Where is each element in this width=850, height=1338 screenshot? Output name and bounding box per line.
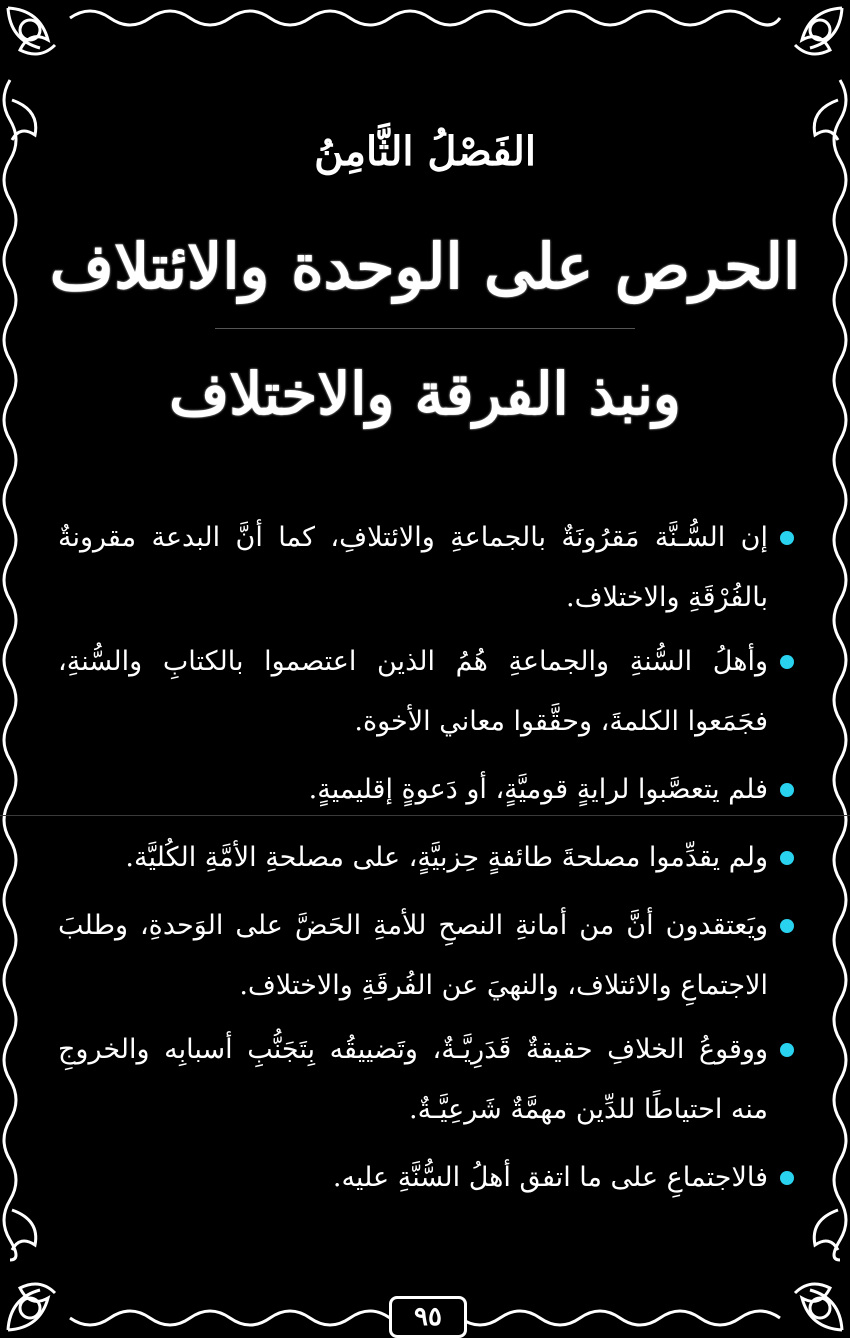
page-number: ٩٥ — [389, 1296, 467, 1338]
bullet-dot-icon — [780, 1043, 794, 1057]
bullet-text: فلم يتعصَّبوا لرايةٍ قوميَّةٍ، أو دَعوةٍ إقليميةٍ. — [308, 774, 768, 805]
list-item — [58, 828, 768, 888]
bullet-text: فالاجتماعِ على ما اتفق أهلُ السُّنَّةِ عليه. — [332, 1162, 768, 1193]
bullet-dot-icon — [780, 1171, 794, 1185]
bullet-list — [58, 508, 768, 1208]
bullet-dot-icon — [780, 851, 794, 865]
list-item — [58, 760, 768, 820]
chapter-heading: الفَصْلُ الثَّامِنُ — [314, 128, 536, 175]
list-item — [58, 1148, 768, 1208]
list-item — [58, 508, 768, 628]
list-item — [58, 1020, 768, 1140]
bullet-text: ووقوعُ الخلافِ حقيقةٌ قَدَرِيَّـةٌ، وتَضييقُه بِتَجَنُّبِ أسبابِه والخروجِ منه احتياطًا للدِّين مهمَّةٌ شَرعِيَّـةٌ. — [58, 1034, 768, 1125]
title-line-2: ونبذ الفرقة والاختلاف — [169, 360, 681, 428]
bullet-dot-icon — [780, 919, 794, 933]
title-divider — [215, 328, 635, 329]
bullet-text: إن السُّـنَّة مَقرُونَةٌ بالجماعةِ والائتلافِ، كما أنَّ البدعة مقرونةٌ بالفُرْقَةِ والاختلاف. — [58, 522, 768, 613]
bullet-dot-icon — [780, 655, 794, 669]
list-item — [58, 632, 768, 752]
bullet-text: ولم يقدِّموا مصلحةَ طائفةٍ حِزبيَّةٍ، على مصلحةِ الأمَّةِ الكُليَّة. — [125, 842, 768, 873]
bullet-text: وأهلُ السُّنةِ والجماعةِ هُمُ الذين اعتصموا بالكتابِ والسُّنةِ، فجَمَعوا الكلمةَ، وحقَّقوا معاني الأخوة. — [58, 646, 768, 737]
list-item — [58, 896, 768, 1016]
bullet-dot-icon — [780, 783, 794, 797]
bullet-dot-icon — [780, 531, 794, 545]
bullet-text: ويَعتقدون أنَّ من أمانةِ النصحِ للأمةِ الحَضَّ على الوَحدةِ، وطلبَ الاجتماعِ والائتلاف، والنهيَ عن الفُرقَةِ والاختلاف. — [58, 910, 768, 1001]
title-line-1: الحرص على الوحدة والائتلاف — [49, 230, 801, 303]
